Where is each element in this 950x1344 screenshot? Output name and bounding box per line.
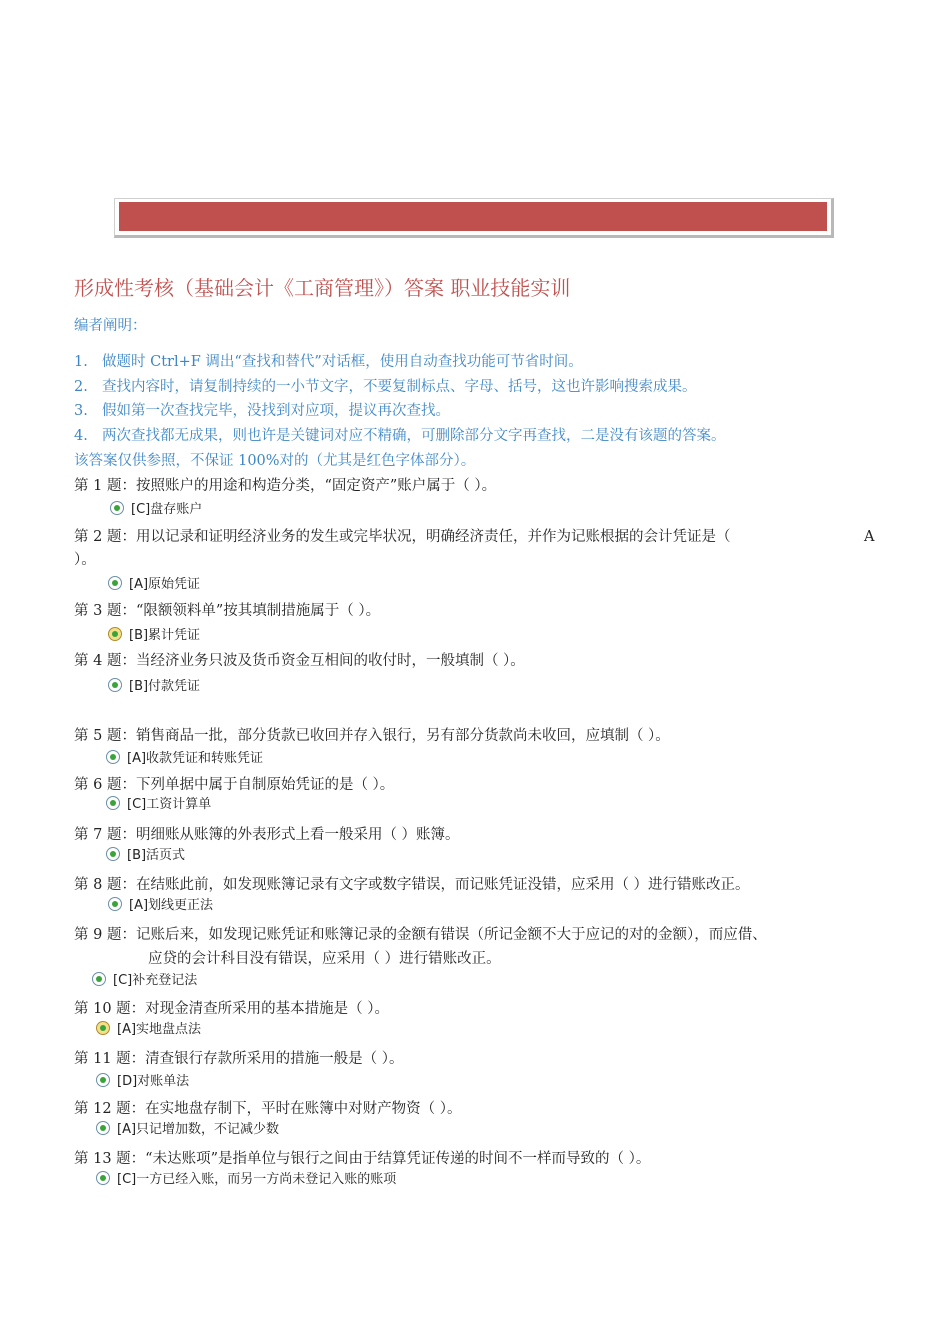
answer-option[interactable] xyxy=(108,627,200,645)
answer-option[interactable] xyxy=(96,1021,201,1039)
radio-selected-icon xyxy=(96,1073,110,1087)
note-number: 1. xyxy=(74,354,88,370)
answer-option[interactable] xyxy=(110,501,202,519)
header-banner xyxy=(114,198,834,238)
answer-label: [A]原始凭证 xyxy=(129,577,201,592)
answer-label: [C]补充登记法 xyxy=(113,973,198,988)
question-text: 第 10 题：对现金清查所采用的基本措施是（ ）。 xyxy=(74,1001,390,1017)
note-text: 查找内容时，请复制持续的一小节文字，不要复制标点、字母、括号，这也许影响搜索成果。 xyxy=(102,379,697,395)
radio-selected-icon xyxy=(108,897,122,911)
radio-selected-icon xyxy=(110,501,124,515)
question-text-continued: ）。 xyxy=(74,552,96,568)
answer-option[interactable] xyxy=(108,897,213,915)
editor-note: 编者阐明： xyxy=(74,318,147,334)
answer-label: [B]付款凭证 xyxy=(129,679,201,694)
note-text: 做题时 Ctrl+F 调出“查找和替代”对话框，使用自动查找功能可节省时间。 xyxy=(102,354,583,370)
radio-selected-icon xyxy=(108,678,122,692)
answer-option[interactable] xyxy=(108,576,200,594)
note-text: 两次查找都无成果，则也许是关键词对应不精确，可删除部分文字再查找，二是没有该题的答案。 xyxy=(102,428,726,444)
radio-selected-icon xyxy=(106,750,120,764)
question-text: 第 11 题：清查银行存款所采用的措施一般是（ ）。 xyxy=(74,1051,404,1067)
question-text: 第 12 题：在实地盘存制下，平时在账簿中对财产物资（ ）。 xyxy=(74,1101,462,1117)
note-item xyxy=(74,377,697,397)
radio-selected-icon xyxy=(106,847,120,861)
answer-option[interactable] xyxy=(96,1073,189,1091)
answer-label: [B]累计凭证 xyxy=(129,628,201,643)
radio-selected-icon xyxy=(108,627,122,641)
radio-selected-icon xyxy=(96,1121,110,1135)
question-text: 第 5 题：销售商品一批，部分货款已收回并存入银行，另有部分货款尚未收回，应填制（ ）。 xyxy=(74,728,670,744)
answer-label: [A]划线更正法 xyxy=(129,898,214,913)
answer-label: [A]实地盘点法 xyxy=(117,1022,202,1037)
note-number: 3. xyxy=(74,403,88,419)
answer-option[interactable] xyxy=(106,796,211,814)
answer-option[interactable] xyxy=(108,678,200,696)
radio-selected-icon xyxy=(106,796,120,810)
question-answer-letter: A xyxy=(864,529,875,545)
note-text: 假如第一次查找完毕，没找到对应项，提议再次查找。 xyxy=(102,403,450,419)
note-number: 4. xyxy=(74,428,88,444)
answer-label: [D]对账单法 xyxy=(117,1074,190,1089)
answer-option[interactable] xyxy=(92,972,197,990)
radio-selected-icon xyxy=(96,1171,110,1185)
question-text: 第 7 题：明细账从账簿的外表形式上看一般采用（ ）账簿。 xyxy=(74,827,460,843)
answer-option[interactable] xyxy=(106,750,263,768)
answer-label: [A]收款凭证和转账凭证 xyxy=(127,751,264,766)
banner-bar xyxy=(119,202,827,231)
question-text: 第 4 题：当经济业务只波及货币资金互相间的收付时，一般填制（ ）。 xyxy=(74,653,525,669)
question-text: 第 8 题：在结账此前，如发现账簿记录有文字或数字错误，而记账凭证没错，应采用（ ）进行错账改正。 xyxy=(74,877,750,893)
question-text: 第 3 题：“限额领料单”按其填制措施属于（ ）。 xyxy=(74,603,381,619)
answer-option[interactable] xyxy=(106,847,185,865)
note-item xyxy=(74,426,726,446)
radio-selected-icon xyxy=(96,1021,110,1035)
radio-selected-icon xyxy=(108,576,122,590)
question-text-continued: 应贷的会计科目没有错误，应采用（ ）进行错账改正。 xyxy=(148,951,501,967)
page-title: 形成性考核（基础会计《工商管理》）答案 职业技能实训 xyxy=(74,276,571,300)
answer-label: [B]活页式 xyxy=(127,848,186,863)
answer-label: [C]盘存账户 xyxy=(131,502,203,517)
answer-label: [C]一方已经入账，而另一方尚未登记入账的账项 xyxy=(117,1172,397,1187)
note-number: 2. xyxy=(74,379,88,395)
answer-option[interactable] xyxy=(96,1121,279,1139)
answer-option[interactable] xyxy=(96,1171,396,1189)
question-text: 第 2 题：用以记录和证明经济业务的发生或完毕状况，明确经济责任，并作为记账根据的会计凭证是（ xyxy=(74,529,731,545)
note-item xyxy=(74,352,583,372)
answer-label: [C]工资计算单 xyxy=(127,797,212,812)
question-text: 第 13 题：“未达账项”是指单位与银行之间由于结算凭证传递的时间不一样而导致的（ ）。 xyxy=(74,1151,651,1167)
note-item xyxy=(74,401,450,421)
question-text: 第 1 题：按照账户的用途和构造分类，“固定资产”账户属于（ ）。 xyxy=(74,478,497,494)
question-text: 第 6 题：下列单据中属于自制原始凭证的是（ ）。 xyxy=(74,777,395,793)
answer-label: [A]只记增加数，不记减少数 xyxy=(117,1122,280,1137)
radio-selected-icon xyxy=(92,972,106,986)
question-text: 第 9 题：记账后来，如发现记账凭证和账簿记录的金额有错误（所记金额不大于应记的对的金额），而应借、 xyxy=(74,927,767,943)
disclaimer: 该答案仅供参照，不保证 100%对的（尤其是红色字体部分）。 xyxy=(74,453,476,469)
